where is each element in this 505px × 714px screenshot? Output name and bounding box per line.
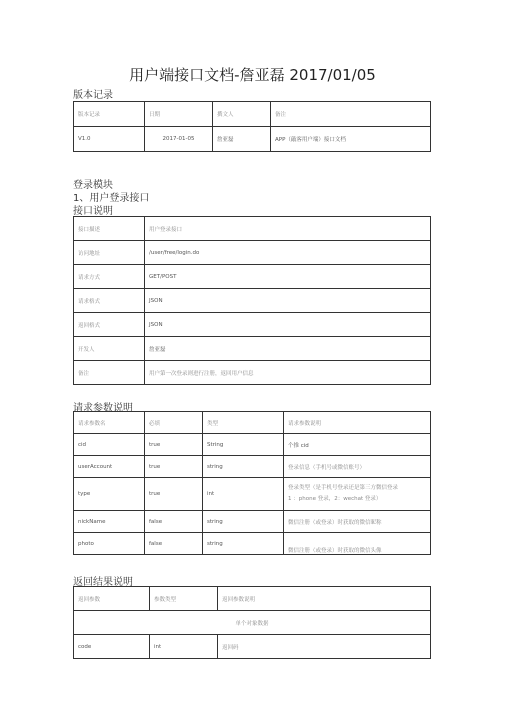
param-type-cell: string	[203, 456, 284, 478]
param-required-cell: true	[145, 456, 203, 478]
version-author-cell: 詹亚磊	[213, 127, 271, 152]
desc-label: 开发人	[74, 337, 145, 361]
version-header-date: 日期	[145, 102, 213, 127]
module-heading: 登录模块	[73, 180, 113, 191]
version-header-version: 版本记录	[74, 102, 145, 127]
version-table	[73, 101, 431, 152]
desc-value: 用户登录接口	[145, 217, 431, 241]
page-title: 用户端接口文档-詹亚磊 2017/01/05	[129, 66, 376, 84]
param-type-cell: String	[203, 434, 284, 456]
param-required-cell: true	[145, 434, 203, 456]
request-params-heading: 请求参数说明	[73, 403, 133, 414]
param-required-cell: false	[145, 533, 203, 555]
param-desc-cell: 微信注册（或登录）时获取的微信昵称	[284, 511, 431, 533]
param-desc-cell: 微信注册（或登录）时获取的微信头像	[284, 533, 431, 555]
param-header-desc: 请求参数说明	[284, 412, 431, 434]
param-required-cell: true	[145, 478, 203, 511]
desc-heading: 接口说明	[73, 206, 113, 217]
request-params-table	[73, 411, 431, 555]
response-type-cell: int	[150, 635, 218, 659]
desc-value: 詹亚磊	[145, 337, 431, 361]
version-heading: 版本记录	[73, 90, 113, 101]
response-heading: 返回结果说明	[73, 577, 133, 588]
desc-value: GET/POST	[145, 265, 431, 289]
desc-label: 接口描述	[74, 217, 145, 241]
desc-value: /user/free/login.do	[145, 241, 431, 265]
single-object-label: 单个对象数据	[74, 611, 431, 635]
response-header-name: 返回参数	[74, 587, 150, 611]
desc-value: JSON	[145, 313, 431, 337]
param-desc-line: 1 ：phone 登录，2：wechat 登录）	[288, 496, 382, 502]
desc-label: 访问地址	[74, 241, 145, 265]
param-desc-cell: 个推 cid	[284, 434, 431, 456]
param-type-cell: int	[203, 478, 284, 511]
interface-desc-table	[73, 216, 431, 385]
version-header-note: 备注	[271, 102, 431, 127]
desc-label: 请求方式	[74, 265, 145, 289]
desc-value: 用户第一次登录则进行注册，返回用户信息	[145, 361, 431, 385]
param-header-name: 请求参数名	[74, 412, 145, 434]
param-name-cell: photo	[74, 533, 145, 555]
desc-label: 返回格式	[74, 313, 145, 337]
param-name-cell: nickName	[74, 511, 145, 533]
param-desc-line: 登录类型（是手机号登录还是第三方微信登录	[288, 485, 399, 491]
desc-value: JSON	[145, 289, 431, 313]
desc-label: 备注	[74, 361, 145, 385]
param-desc-cell	[284, 478, 431, 511]
param-name-cell: cid	[74, 434, 145, 456]
param-header-required: 必填	[145, 412, 203, 434]
response-desc-cell: 返回码	[218, 635, 431, 659]
param-desc-cell: 登录信息（手机号或微信账号）	[284, 456, 431, 478]
param-type-cell: string	[203, 511, 284, 533]
param-type-cell: string	[203, 533, 284, 555]
version-cell: V1.0	[74, 127, 145, 152]
response-table	[73, 586, 431, 659]
param-name-cell: userAccount	[74, 456, 145, 478]
version-date-cell: 2017-01-05	[145, 127, 213, 152]
sub-heading: 1、用户登录接口	[73, 193, 150, 204]
response-header-type: 参数类型	[150, 587, 218, 611]
param-required-cell: false	[145, 511, 203, 533]
version-note-cell: APP（敲客用户端）接口文档	[271, 127, 431, 152]
desc-label: 请求格式	[74, 289, 145, 313]
version-header-author: 撰文人	[213, 102, 271, 127]
response-header-desc: 返回参数说明	[218, 587, 431, 611]
param-header-type: 类型	[203, 412, 284, 434]
param-name-cell: type	[74, 478, 145, 511]
response-name-cell: code	[74, 635, 150, 659]
